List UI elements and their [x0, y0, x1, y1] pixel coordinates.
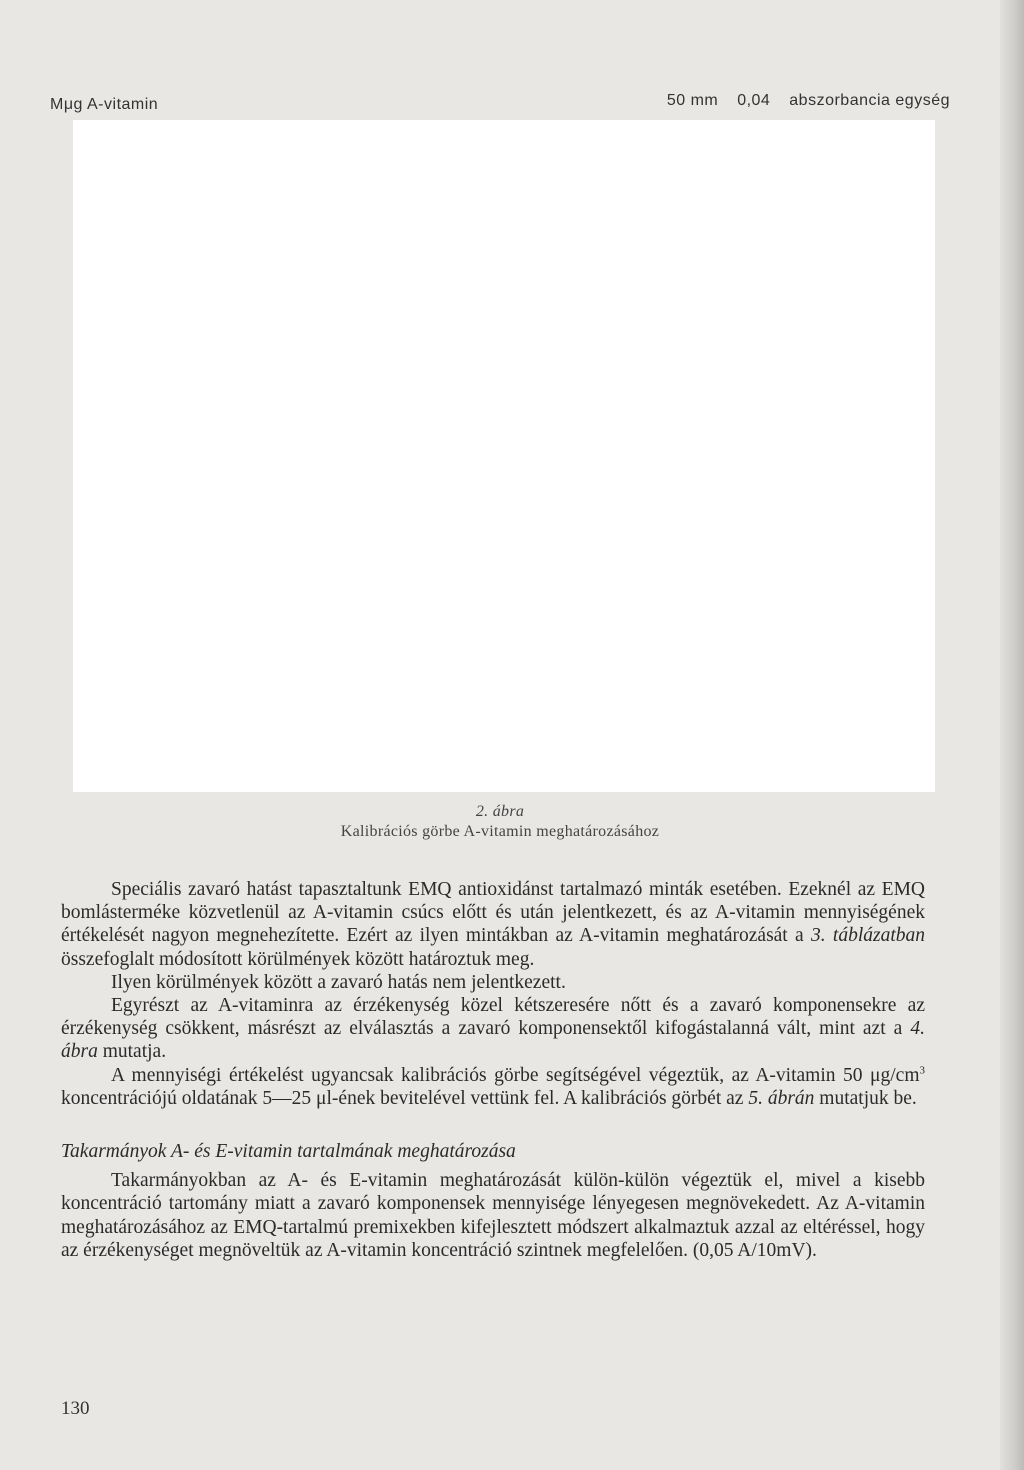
paragraph-3-text: Egyrészt az A-vitaminra az érzékenység közel kétszeresére nőtt és a zavaró komponensekre az érzékenység csökkent, másrészt az elválasztás a zavaró komponensektől kifogástalanná vált, mint azt a — [61, 995, 925, 1040]
paragraph-4 — [61, 1064, 925, 1110]
paragraph-3 — [61, 994, 925, 1064]
superscript-3: 3 — [919, 1064, 925, 1077]
scale-unit: abszorbancia egység — [789, 92, 950, 109]
table-reference: 3. táblázatban — [810, 925, 925, 947]
paragraph-1-text: Speciális zavaró hatást tapasztaltunk EMQ antioxidánst tartalmazó minták esetében. Ezeknél az EMQ bomlásterméke közvetlenül az A-vitamin csúcs előtt és után jelentkezett, és az A-vitamin mennyiségének értékelését nagyon megnehezítette. Ezért az ilyen mintákban az A-vitamin meghatározását a — [61, 879, 925, 947]
paragraph-1 — [61, 878, 925, 971]
page-number: 130 — [61, 1398, 90, 1419]
body-text — [61, 878, 925, 1262]
paragraph-1-end: összefoglalt módosított körülmények között határoztuk meg. — [61, 948, 535, 970]
figure-reference-4: 4. ábra — [61, 1018, 925, 1063]
figure-scale-legend — [653, 92, 950, 110]
paragraph-2: Ilyen körülmények között a zavaró hatás nem jelentkezett. — [111, 971, 566, 993]
figure-header — [50, 88, 950, 118]
caption-text: Kalibrációs görbe A-vitamin meghatározásához — [340, 823, 660, 840]
figure-y-label: Mμg A-vitamin — [50, 96, 159, 113]
figure-reference-5: 5. ábrán — [748, 1087, 815, 1109]
paragraph-4-text: A mennyiségi értékelést ugyancsak kalibrációs görbe segítségével végeztük, az A-vitamin 50 μg/cm — [111, 1064, 920, 1086]
caption-number: 2. ábra — [475, 803, 525, 820]
section-paragraph-1: Takarmányokban az A- és E-vitamin meghatározását külön-külön végeztük el, mivel a kisebb koncentráció tartomány miatt a zavaró komponensek mennyisége lényegesen megnövekedett. Az A-vitamin meghatározásához az EMQ-tartalmú premixekben kifejlesztett módszert alkalmaztuk azzal az eltéréssel, hogy az érzékenységet megnöveltük az A-vitamin koncentráció szintnek megfelelően. (0,05 A/10mV). — [61, 1170, 925, 1261]
scale-absorbance: 0,04 — [737, 92, 771, 109]
paragraph-4-text-b: koncentrációjú oldatának 5—25 μl-ének bevitelével vettünk fel. A kalibrációs görbét az — [61, 1087, 749, 1109]
paragraph-3-end: mutatja. — [97, 1041, 167, 1063]
page-edge — [1000, 0, 1024, 1470]
section-title: Takarmányok A- és E-vitamin tartalmának meghatározása — [61, 1141, 516, 1163]
figure-caption — [0, 802, 1000, 842]
paragraph-4-end: mutatjuk be. — [814, 1087, 917, 1109]
figure-image-area — [73, 120, 935, 792]
scale-mm: 50 mm — [666, 92, 719, 109]
